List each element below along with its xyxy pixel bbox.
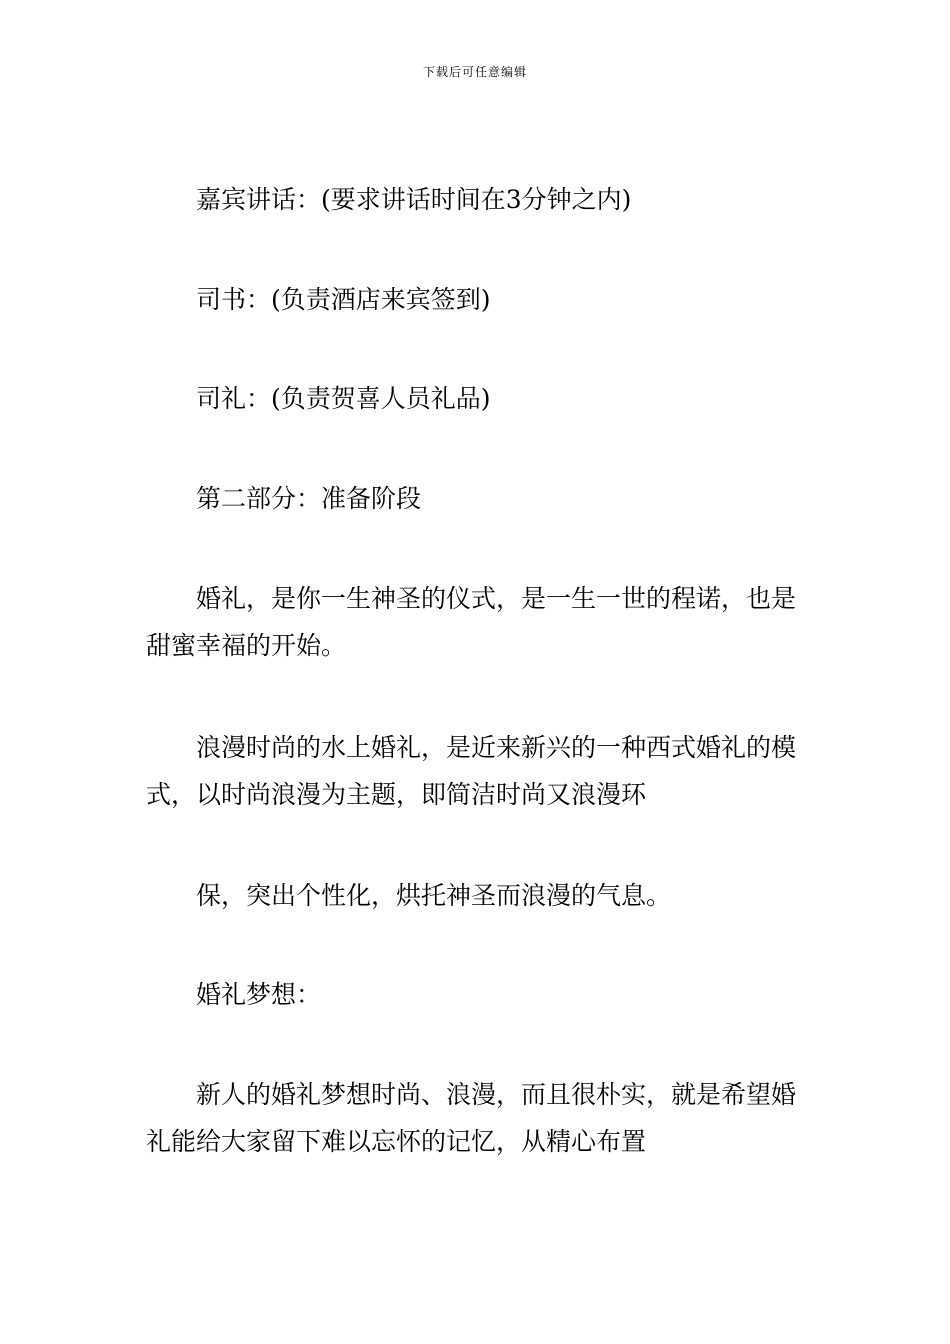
page-header-note: 下载后可任意编辑 — [422, 65, 527, 79]
section-heading-preparation: 第二部分：准备阶段 — [196, 484, 422, 513]
paragraph-wedding-intro: 婚礼，是你一生神圣的仪式，是一生一世的程诺，也是甜蜜幸福的开始。 — [146, 584, 797, 660]
paragraph-wedding-dream: 新人的婚礼梦想时尚、浪漫，而且很朴实，就是希望婚礼能给大家留下难以忘怀的记忆，从精心布置 — [146, 1080, 797, 1156]
paragraph-registrar: 司书：(负责酒店来宾签到) — [196, 285, 491, 314]
paragraph-water-wedding-continued: 保，突出个性化，烘托神圣而浪漫的气息。 — [196, 881, 672, 910]
paragraph-guest-speech: 嘉宾讲话：(要求讲话时间在3分钟之内) — [196, 185, 632, 214]
paragraph-gift-officer: 司礼：(负责贺喜人员礼品) — [196, 384, 491, 413]
paragraph-water-wedding: 浪漫时尚的水上婚礼，是近来新兴的一种西式婚礼的模式，以时尚浪漫为主题，即简洁时尚又浪漫环 — [146, 733, 797, 809]
section-heading-wedding-dream: 婚礼梦想： — [196, 980, 322, 1009]
